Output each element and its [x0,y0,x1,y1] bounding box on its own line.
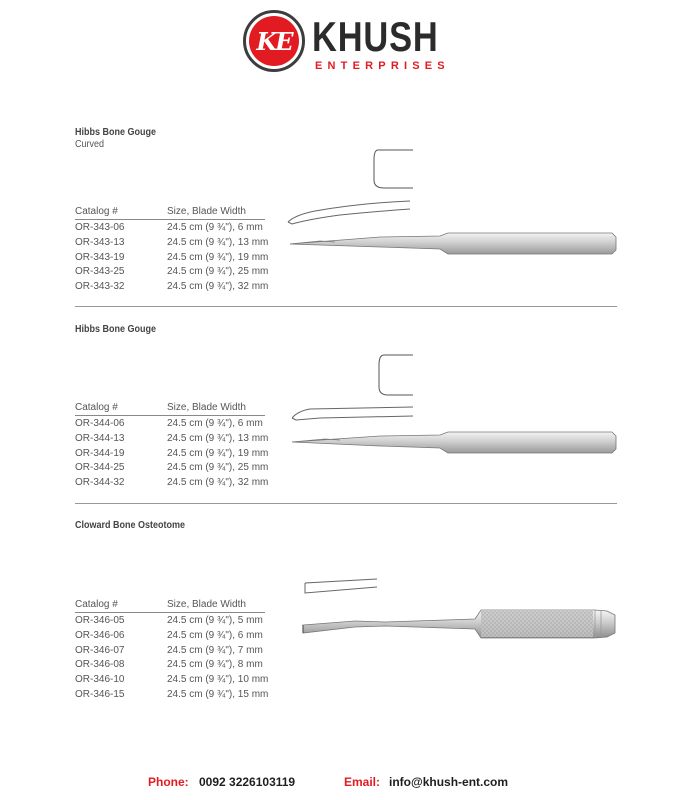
table-row [75,687,269,702]
table-row [75,431,269,446]
catalog-number: OR-344-32 [75,477,125,489]
size-value: 24.5 cm (9 ¾"), 7 mm [167,644,263,656]
header-catalog: Catalog # [75,206,118,217]
catalog-number: OR-346-08 [75,659,125,671]
catalog-number: OR-344-06 [75,418,125,429]
table-row [75,475,269,490]
catalog-number: OR-346-05 [75,615,125,626]
table-row [75,220,265,235]
hibbs-gouge-illustration [280,350,625,460]
phone-label: Phone: [148,775,189,789]
size-value: 24.5 cm (9 ¾"), 8 mm [167,659,263,671]
catalog-table [75,402,269,490]
product-title: Hibbs Bone Gouge [75,324,156,335]
size-value: 24.5 cm (9 ¾"), 6 mm [167,629,263,641]
phone-number[interactable]: 0092 3226103119 [199,775,296,789]
size-value: 24.5 cm (9 ¾"), 15 mm [167,688,269,700]
catalog-number: OR-343-13 [75,236,125,248]
table-row [75,613,265,628]
catalog-number: OR-343-06 [75,222,125,233]
section-divider [75,503,617,504]
size-value: 24.5 cm (9 ¾"), 5 mm [167,615,263,626]
section-divider [75,306,617,307]
header-size: Size, Blade Width [167,206,246,217]
header-catalog: Catalog # [75,402,118,413]
size-value: 24.5 cm (9 ¾"), 6 mm [167,418,263,429]
header-size: Size, Blade Width [167,599,246,610]
table-row [75,643,265,658]
product-subtitle: Curved [75,139,105,150]
cloward-osteotome-illustration [295,575,625,645]
table-row [75,672,269,687]
logo-emblem [243,10,305,72]
catalog-number: OR-344-19 [75,447,125,459]
brand-name: KHUSH [312,13,439,60]
size-value: 24.5 cm (9 ¾"), 32 mm [167,281,269,293]
table-header [75,402,265,416]
table-row [75,264,269,279]
header-size: Size, Blade Width [167,402,246,413]
size-value: 24.5 cm (9 ¾"), 32 mm [167,477,269,489]
size-value: 24.5 cm (9 ¾"), 25 mm [167,462,269,474]
size-value: 24.5 cm (9 ¾"), 13 mm [167,432,269,444]
table-row [75,657,265,672]
catalog-number: OR-346-07 [75,644,125,656]
catalog-number: OR-344-25 [75,462,125,474]
table-row [75,628,265,643]
brand-logo [243,10,453,80]
size-value: 24.5 cm (9 ¾"), 10 mm [167,674,269,686]
catalog-number: OR-343-32 [75,281,125,293]
table-row [75,250,269,265]
table-row [75,279,269,294]
table-header [75,206,265,220]
catalog-table [75,599,269,702]
hibbs-curved-gouge-illustration [280,145,625,265]
size-value: 24.5 cm (9 ¾"), 19 mm [167,251,269,263]
catalog-number: OR-344-13 [75,432,125,444]
size-value: 24.5 cm (9 ¾"), 19 mm [167,447,269,459]
catalog-number: OR-346-10 [75,674,125,686]
catalog-number: OR-343-25 [75,266,125,278]
table-row [75,416,265,431]
table-header [75,599,265,613]
brand-tagline: ENTERPRISES [315,60,450,72]
email-address[interactable]: info@khush-ent.com [389,775,509,789]
product-title: Hibbs Bone Gouge [75,127,156,138]
logo-mark: KE [256,26,292,56]
contact-footer [0,775,689,791]
table-row [75,460,269,475]
catalog-table [75,206,269,294]
catalog-number: OR-346-06 [75,629,125,641]
table-row [75,446,269,461]
size-value: 24.5 cm (9 ¾"), 6 mm [167,222,263,233]
table-row [75,235,269,250]
catalog-number: OR-346-15 [75,688,125,700]
catalog-number: OR-343-19 [75,251,125,263]
product-title: Cloward Bone Osteotome [75,520,186,531]
email-label: Email: [344,775,381,789]
size-value: 24.5 cm (9 ¾"), 25 mm [167,266,269,278]
size-value: 24.5 cm (9 ¾"), 13 mm [167,236,269,248]
header-catalog: Catalog # [75,599,118,610]
